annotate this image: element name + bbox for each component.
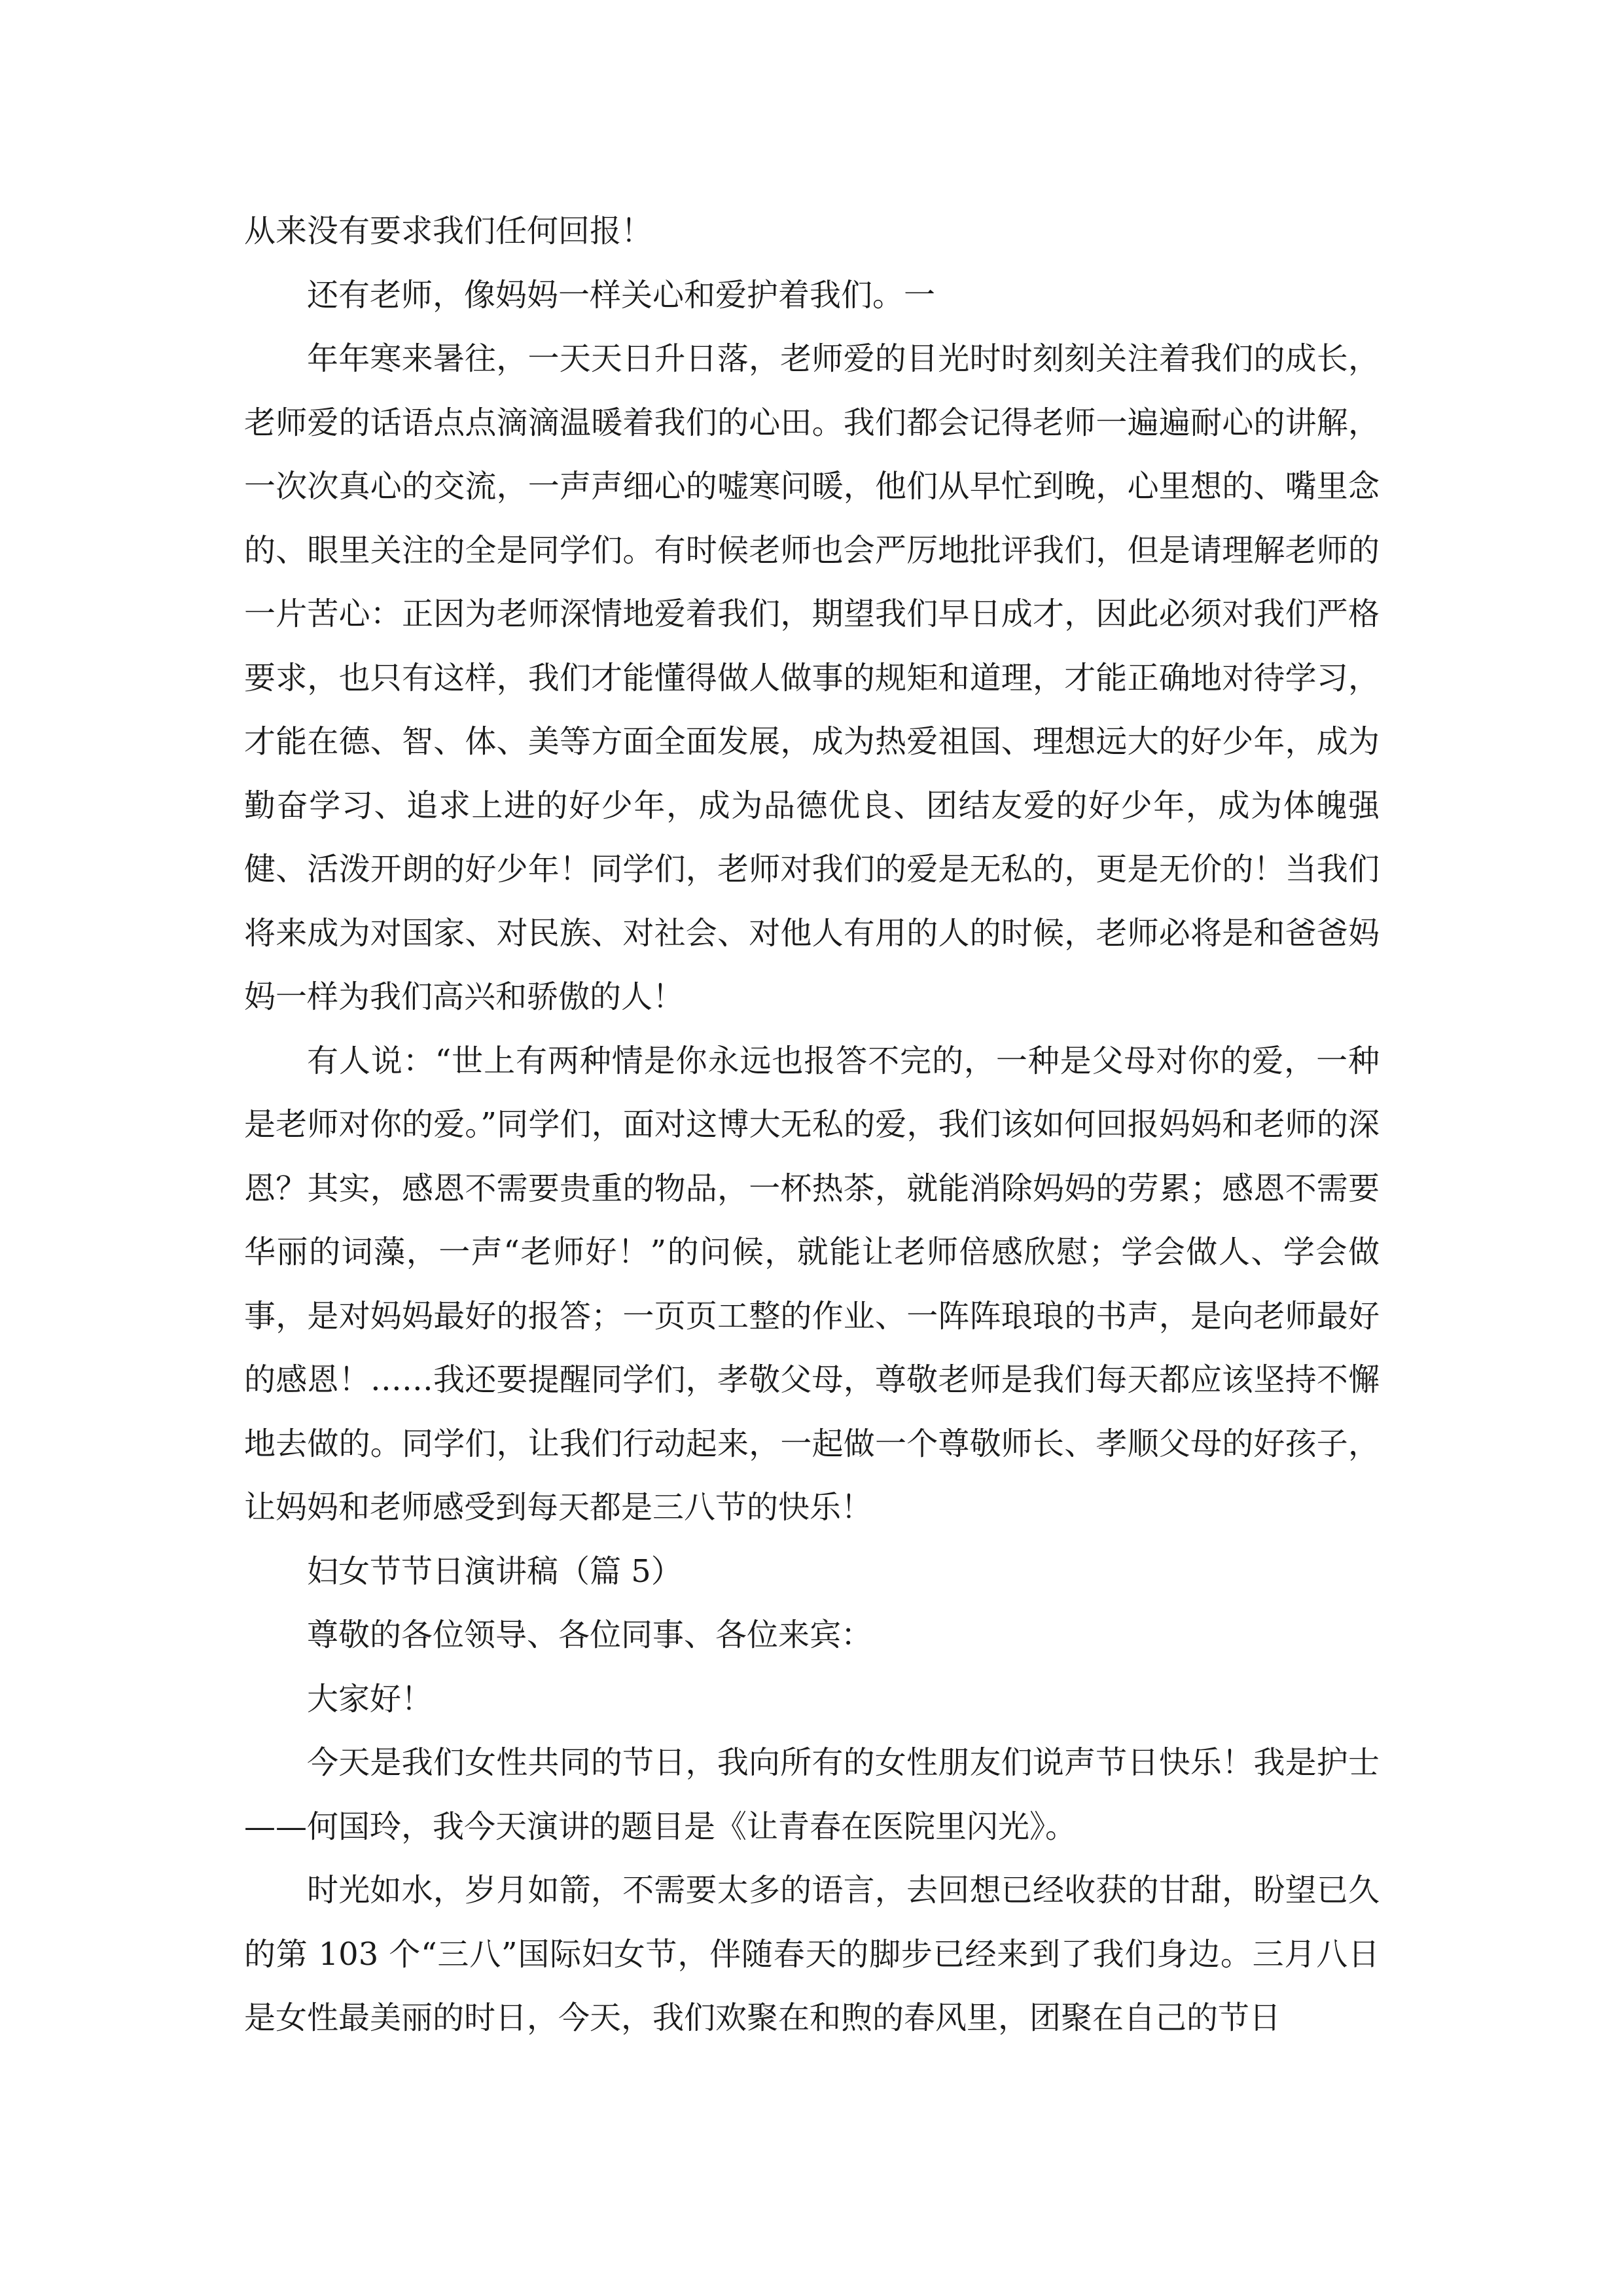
paragraph: 从来没有要求我们任何回报！ xyxy=(244,213,653,249)
paragraph: 还有老师，像妈妈一样关心和爱护着我们。一 xyxy=(307,276,936,314)
salutation: 尊敬的各位领导、各位同事、各位来宾： xyxy=(307,1617,873,1653)
document-body xyxy=(244,200,1380,2051)
section-heading: 妇女节节日演讲稿（篇 5） xyxy=(307,1552,683,1590)
paragraph: 时光如水，岁月如箭，不需要太多的语言，去回想已经收获的甘甜，盼望已久的第 103 个“三八”国际妇女节，伴随春天的脚步已经来到了我们身边。三月八日是女性最美丽的时日，今天，我们欢聚在和煦的春风里，团聚在自己的节日 xyxy=(244,1872,1380,2036)
paragraph: 有人说：“世上有两种情是你永远也报答不完的，一种是父母对你的爱，一种是老师对你的爱。”同学们，面对这博大无私的爱，我们该如何回报妈妈和老师的深恩？其实，感恩不需要贵重的物品，一杯热茶，就能消除妈妈的劳累；感恩不需要华丽的词藻，一声“老师好！”的问候，就能让老师倍感欣慰；学会做人、学会做事，是对妈妈最好的报答；一页页工整的作业、一阵阵琅琅的书声，是向老师最好的感恩！……我还要提醒同学们，孝敬父母，尊敬老师是我们每天都应该坚持不懈地去做的。同学们，让我们行动起来，一起做一个尊敬师长、孝顺父母的好孩子，让妈妈和老师感受到每天都是三八节的快乐！ xyxy=(244,1042,1380,1526)
paragraph: 今天是我们女性共同的节日，我向所有的女性朋友们说声节日快乐！我是护士——何国玲，我今天演讲的题目是《让青春在医院里闪光》。 xyxy=(244,1744,1380,1845)
greeting: 大家好！ xyxy=(307,1680,433,1717)
paragraph: 年年寒来暑往，一天天日升日落，老师爱的目光时时刻刻关注着我们的成长，老师爱的话语点点滴滴温暖着我们的心田。我们都会记得老师一遍遍耐心的讲解，一次次真心的交流，一声声细心的嘘寒问暖，他们从早忙到晚，心里想的、嘴里念的、眼里关注的全是同学们。有时候老师也会严厉地批评我们，但是请理解老师的一片苦心：正因为老师深情地爱着我们，期望我们早日成才，因此必须对我们严格要求，也只有这样，我们才能懂得做人做事的规矩和道理，才能正确地对待学习，才能在德、智、体、美等方面全面发展，成为热爱祖国、理想远大的好少年，成为勤奋学习、追求上进的好少年，成为品德优良、团结友爱的好少年，成为体魄强健、活泼开朗的好少年！同学们，老师对我们的爱是无私的，更是无价的！当我们将来成为对国家、对民族、对社会、对他人有用的人的时候，老师必将是和爸爸妈妈一样为我们高兴和骄傲的人！ xyxy=(244,340,1380,1015)
